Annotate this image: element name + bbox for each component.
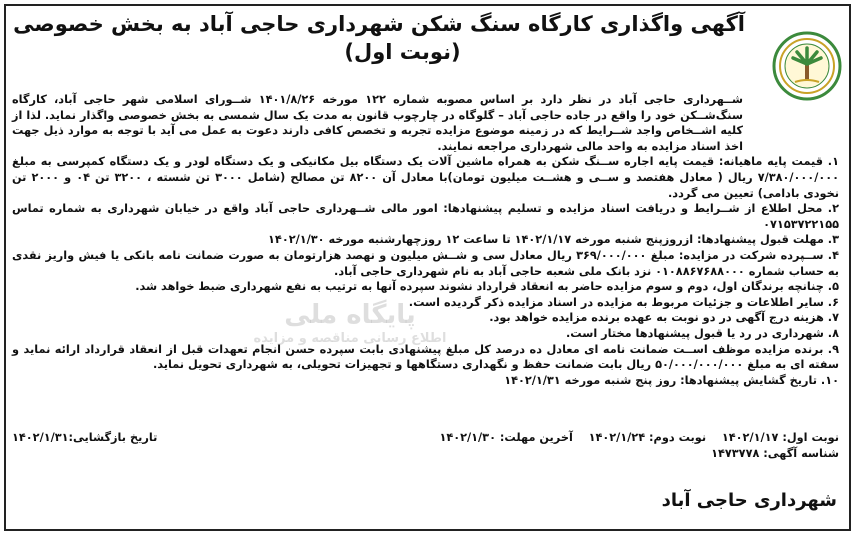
- item-right-to-reject: ۸. شهرداری در رد یا قبول پیشنهادها مختار است.: [565, 326, 839, 340]
- item-deposit: ۴. ســپرده شرکت در مزایده: مبلغ ۳۶۹/۰۰۰/۰۰۰ ریال معادل سی و شــش میلیون و نهصد هزارتومان به صورت ضمانت نامه بانکی یا فیش واریز نقدی به حساب شماره ۰۱۰۸۸۶۷۶۸۸۰۰۰ نزد بانک ملی شعبه حاجی آباد به نام شهرداری حاجی آباد.: [12, 248, 839, 278]
- watermark-line2: اطلاع رسانی مناقصه و مزایده: [253, 331, 447, 346]
- notice-title: [13, 10, 745, 66]
- item-other-info: ۶. سایر اطلاعات و جزئیات مربوط به مزایده در اسناد مزایده ذکر گردیده است.: [408, 295, 839, 309]
- notice-title-line1: آگهی واگذاری کارگاه سنگ شکن شهرداری حاجی آباد به بخش خصوصی: [13, 12, 745, 36]
- schedule-block: [12, 430, 839, 461]
- item-opening-date: ۱۰. تاریخ گشایش پیشنهادها: روز پنج شنبه مورخه ۱۴۰۲/۱/۳۱: [504, 373, 839, 387]
- notice-body: [12, 92, 839, 388]
- item-documents-location: ۲. محل اطلاع از شــرایط و دریافت اسناد مزایده و تسلیم پیشنهادها: امور مالی شــهرداری حاجی آباد واقع در خیابان شهرداری به شماره تماس ۰۷۱۵۳۷۲۲۱۵۵: [12, 202, 839, 231]
- second-round-date: نوبت دوم: ۱۴۰۲/۱/۲۴: [588, 431, 707, 444]
- opening-date: تاریخ بازگشایی:۱۴۰۲/۱/۳۱: [12, 431, 158, 444]
- item-submission-deadline: ۳. مهلت قبول پیشنهادها: ازروزپنج شنبه مورخه ۱۴۰۲/۱/۱۷ تا ساعت ۱۲ روزچهارشنبه مورخه ۱۴۰۲/۱/۳۰: [268, 233, 839, 247]
- ad-id-row: [12, 446, 839, 462]
- item-base-price: ۱. قیمت پایه ماهیانه: قیمت پایه اجاره ســنگ شکن به همراه ماشین آلات یک دستگاه بیل مکانیکی و یک دستگاه لودر و یک دستگاه کمپرسی به مبلغ ۷/۳۸۰/۰۰۰/۰۰۰ ریال ( معادل هفتصد و ســی و هشــت میلیون تومان)با معادل آن ۸۲۰۰ تن مصالح (شامل ۳۰۰۰ تن شسته ، ۳۲۰۰ تن ۰۴ و ۲۰۰۰ تن نخودی بادامی) تعیین می گردد.: [12, 155, 840, 200]
- watermark-line1: پایگاه ملی: [284, 300, 416, 330]
- schedule-row: [12, 430, 839, 446]
- ad-id: شناسه آگهی: ۱۴۷۳۷۷۸: [711, 446, 839, 460]
- intro-paragraph: شــهرداری حاجی آباد در نظر دارد بر اساس مصوبه شماره ۱۲۲ مورخه ۱۴۰۱/۸/۲۶ شــورای اسلامی شهر حاجی آباد، کارگاه سنگ‌شــکن خود را واقع در جاده حاجی آباد – گلوگاه در چارچوب قانون به مدت یک سال شمسی به بخش خصوصی واگذار نماید. لذا از کلیه اشــخاص واجد شــرایط که در زمینه موضوع مزایده تجربه و تخصص کافی دارند دعوت به عمل می آید با توجه به موارد ذیل جهت اخذ اسناد مزایده به واحد مالی شهرداری مراجعه نمایند.: [12, 93, 743, 153]
- signature: شهرداری حاجی آباد: [661, 490, 837, 511]
- deadline-date: آخرین مهلت: ۱۴۰۲/۱/۳۰: [439, 431, 573, 444]
- item-performance-guarantee: ۹. برنده مزایده موظف اســت ضمانت نامه ای معادل ده درصد کل مبلغ پیشنهادی بابت سپرده حسن انجام تعهدات قبل از انعقاد قرارداد ارائه نماید و سفته ای به مبلغ ۵۰/۰۰۰/۰۰۰/۰۰۰ ریال بابت ضمانت حفظ و نگهداری دستگاهها و تجهیزات تحویلی، به شهرداری تحویل نماید.: [12, 342, 839, 372]
- notice-title-line2: (نوبت اول): [344, 40, 461, 64]
- schedule-dates: [439, 430, 839, 446]
- item-forfeit-rule: ۵. چنانچه برندگان اول، دوم و سوم مزایده حاضر به انعقاد قرارداد نشوند سپرده آنها به ترتیب به نفع شهرداری ضبط خواهد شد.: [135, 280, 839, 294]
- item-ad-cost: ۷. هزینه درج آگهی در دو نوبت به عهده برنده مزایده خواهد بود.: [489, 311, 839, 325]
- first-round-date: نوبت اول: ۱۴۰۲/۱/۱۷: [721, 431, 839, 444]
